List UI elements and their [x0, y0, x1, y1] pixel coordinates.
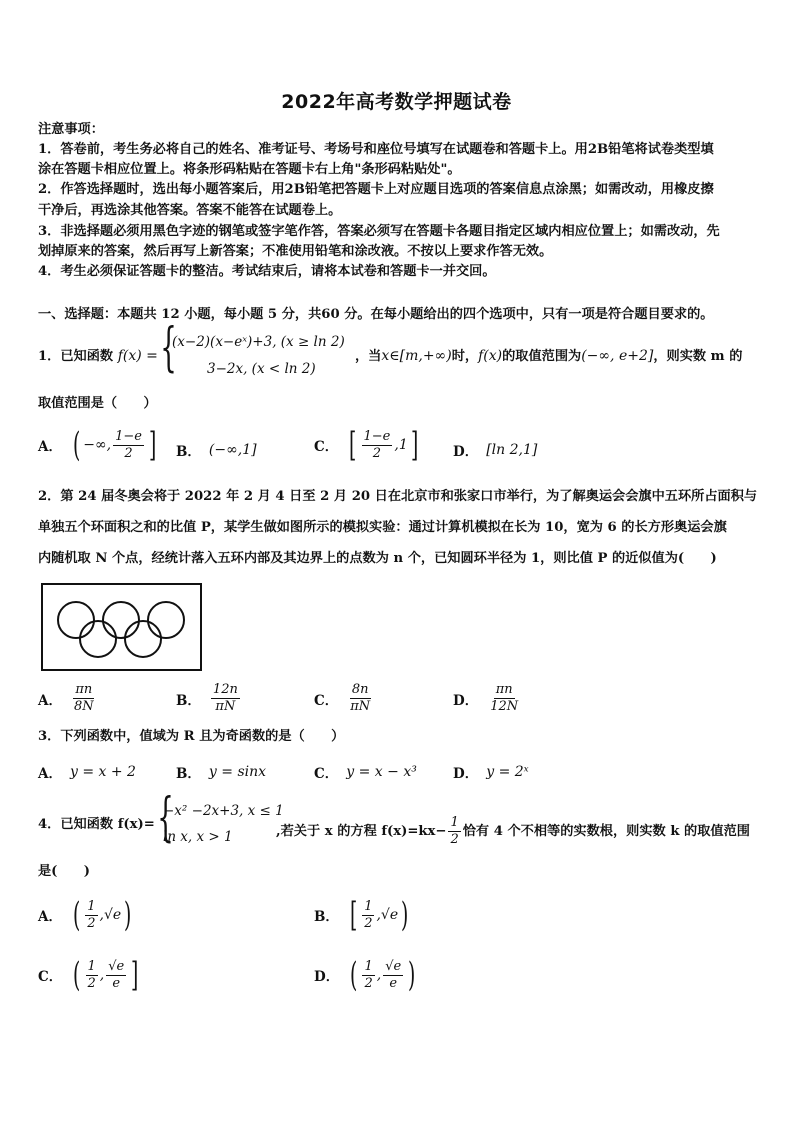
- q4-d-right-numerator: √e: [385, 958, 402, 974]
- option-label: C．: [314, 766, 339, 782]
- q1-mid-text: ，当: [355, 349, 382, 364]
- q1-b-value: (−∞,1]: [208, 442, 257, 458]
- option-label: B．: [176, 766, 201, 782]
- q4-option-b[interactable]: B． [ $\frac{1}{2}$ ,√e ): [314, 895, 409, 935]
- q2-d-numerator: πn: [495, 682, 513, 697]
- q4-tail-text: 恰有 4 个不相等的实数根，则实数 k 的取值范围: [462, 823, 750, 839]
- q1-brace: {: [160, 318, 177, 378]
- option-label: C．: [314, 439, 339, 455]
- q1-option-d[interactable]: [453, 440, 537, 460]
- q1-option-c[interactable]: C． [ $\frac{1-e}{2}$ ,1 ]: [314, 425, 419, 465]
- notice-line-6: 划掉原来的答案，然后再写上新答案；不准使用铅笔和涂改液。不按以上要求作答无效。: [38, 244, 553, 259]
- notice-line-5: 3．非选择题必须用黑色字迹的钢笔或签字笔作答，答案必须写在答题卡各题目指定区域内相应位置上；如需改动，先: [38, 224, 720, 239]
- q1-a-denominator: 2: [124, 445, 133, 461]
- q4-d-right-denominator: e: [389, 975, 398, 991]
- q2-a-denominator: 8N: [73, 699, 94, 714]
- olympic-rings-figure: [41, 583, 203, 673]
- ring-top-left: [58, 602, 94, 638]
- ring-bottom-left: [80, 621, 116, 657]
- q2-d-denominator: 12N: [490, 699, 519, 714]
- q1-function-name: f(x) =: [117, 348, 158, 364]
- q2-b-numerator: 12n: [212, 682, 238, 697]
- q4-d-numerator: 1: [364, 958, 373, 974]
- q4-option-c[interactable]: C． ( $\frac{1}{2}$ , $\frac{√e}{e}$ ]: [38, 955, 139, 995]
- option-label: A．: [38, 439, 62, 455]
- q2-b-denominator: πN: [215, 699, 236, 714]
- q3-b-value: y = sinx: [208, 764, 267, 780]
- option-label: D．: [453, 692, 479, 709]
- q4-b-denominator: 2: [364, 915, 373, 931]
- q1-option-a[interactable]: A． ( −∞, $\frac{1-e}{2}$ ]: [38, 425, 157, 465]
- notice-line-7: 4．考生必须保证答题卡的整洁。考试结束后，请将本试卷和答题卡一并交回。: [38, 264, 496, 279]
- option-label: A．: [38, 909, 62, 925]
- ring-top-middle: [103, 602, 139, 638]
- q4-b-right: ,√e: [376, 907, 399, 923]
- q3-stem: 3．下列函数中，值域为 R 且为奇函数的是（ ）: [38, 729, 345, 744]
- q4-condition: [276, 815, 761, 848]
- q1-piece-1: (x−2)(x−eˣ)+3, (x ≥ ln 2): [172, 334, 345, 350]
- option-label: D．: [453, 444, 479, 460]
- q4-piece-2: ln x, x > 1: [163, 829, 233, 845]
- q4-option-a[interactable]: A． ( $\frac{1}{2}$ ,√e ): [38, 895, 132, 935]
- notice-heading: 注意事项：: [38, 122, 104, 137]
- q1-a-numerator: 1−e: [115, 428, 142, 444]
- option-label: C．: [314, 692, 339, 709]
- option-label: B．: [176, 444, 201, 460]
- q1-c-right: ,1: [394, 437, 408, 453]
- q1-mid2-text: 时，: [451, 349, 479, 364]
- q2-stem-line-1: 2．第 24 届冬奥会将于 2022 年 2 月 4 日至 2 月 20 日在北京市和张家口市举行，为了解奥运会会旗中五环所占面积与: [38, 489, 758, 504]
- q1-a-left: −∞,: [83, 437, 112, 453]
- q4-prefix: 4．已知函数 f(x)=: [38, 817, 155, 832]
- q1-c-denominator: 2: [372, 445, 382, 461]
- q1-range: (−∞, e+2]: [581, 348, 654, 364]
- q3-option-d[interactable]: [453, 762, 529, 782]
- q4-a-numerator: 1: [87, 898, 96, 914]
- q4-piece-1: −x² −2x+3, x ≤ 1: [163, 803, 284, 819]
- q4-d-denominator: 2: [364, 975, 373, 991]
- q3-option-a[interactable]: [38, 762, 136, 782]
- q4-a-denominator: 2: [87, 915, 96, 931]
- q4-half-denominator: 2: [450, 832, 459, 847]
- q4-brace: {: [157, 788, 174, 848]
- q2-option-a[interactable]: [38, 682, 98, 715]
- q4-stem-line-2: 是( ): [38, 864, 91, 879]
- option-label: B．: [176, 692, 201, 709]
- q2-stem-line-3: 内随机取 N 个点，经统计落入五环内部及其边界上的点数为 n 个，已知圆环半径为 1，则比值 P 的近似值为( ): [38, 551, 717, 566]
- q4-b-numerator: 1: [364, 898, 373, 914]
- q4-half-numerator: 1: [450, 815, 459, 830]
- q2-stem-line-2: 单独五个环面积之和的比值 P，某学生做如图所示的模拟实验：通过计算机模拟在长为 10，宽为 6 的长方形奥运会旗: [38, 520, 727, 535]
- option-label: B．: [314, 909, 339, 925]
- q1-condition: [355, 346, 755, 367]
- q4-c-denominator: 2: [87, 975, 96, 991]
- ring-bottom-right: [125, 621, 161, 657]
- q1-option-b[interactable]: [176, 440, 257, 460]
- q2-option-b[interactable]: [176, 682, 242, 715]
- q4-a-right: ,√e: [99, 907, 122, 923]
- q2-c-numerator: 8n: [351, 682, 369, 697]
- q4-option-d[interactable]: D． ( $\frac{1}{2}$ , $\frac{√e}{e}$ ): [314, 955, 416, 995]
- q4-c-right-denominator: e: [112, 975, 121, 991]
- flag-rectangle: [42, 584, 201, 670]
- q3-option-c[interactable]: [314, 762, 417, 782]
- q3-option-b[interactable]: [176, 762, 266, 782]
- q1-stem-line-2: 取值范围是（ ）: [38, 396, 157, 411]
- ring-top-right: [148, 602, 184, 638]
- q2-a-numerator: πn: [75, 682, 93, 697]
- q4-c-numerator: 1: [87, 958, 96, 974]
- notice-line-1: 1．答卷前，考生务必将自己的姓名、准考证号、考场号和座位号填写在试题卷和答题卡上。用2B铅笔将试卷类型填: [38, 142, 714, 157]
- notice-line-2: 涂在答题卡相应位置上。将条形码粘贴在答题卡右上角"条形码粘贴处"。: [38, 162, 461, 177]
- option-label: A．: [38, 766, 62, 782]
- q3-c-value: y = x − x³: [346, 764, 417, 780]
- q1-c-numerator: 1−e: [363, 428, 391, 444]
- q1-fx: f(x): [478, 348, 503, 364]
- q1-mid3-text: 的取值范围为: [502, 349, 582, 364]
- notice-line-3: 2．作答选择题时，选出每小题答案后，用2B铅笔把答题卡上对应题目选项的答案信息点涂黑；如需改动，用橡皮擦: [38, 182, 714, 197]
- q1-tail-text: ，则实数 m 的: [653, 349, 743, 364]
- q2-option-d[interactable]: [453, 682, 522, 715]
- option-label: D．: [314, 969, 340, 985]
- q1-d-value: [ln 2,1]: [486, 442, 538, 458]
- notice-line-4: 干净后，再选涂其他答案。答案不能答在试题卷上。: [38, 203, 342, 218]
- option-label: A．: [38, 692, 62, 709]
- section-heading: 一、选择题：本题共 12 小题，每小题 5 分，共60 分。在每小题给出的四个选项中，只有一项是符合题目要求的。: [38, 307, 714, 322]
- page-title: 2022年高考数学押题试卷: [281, 91, 512, 113]
- q1-piece-2: 3−2x, (x < ln 2): [207, 361, 316, 377]
- q2-option-c[interactable]: [314, 682, 374, 715]
- q1-prefix-text: 1．已知函数: [38, 349, 114, 364]
- q4-c-right-numerator: √e: [108, 958, 125, 974]
- option-label: D．: [453, 766, 479, 782]
- q3-d-value: y = 2ˣ: [486, 764, 529, 780]
- option-label: C．: [38, 969, 63, 985]
- q4-mid-text: ,若关于 x 的方程 f(x)=kx−: [276, 823, 447, 839]
- q2-c-denominator: πN: [350, 699, 371, 714]
- q3-a-value: y = x + 2: [69, 764, 136, 780]
- q1-domain: x∈[m,+∞): [381, 348, 452, 364]
